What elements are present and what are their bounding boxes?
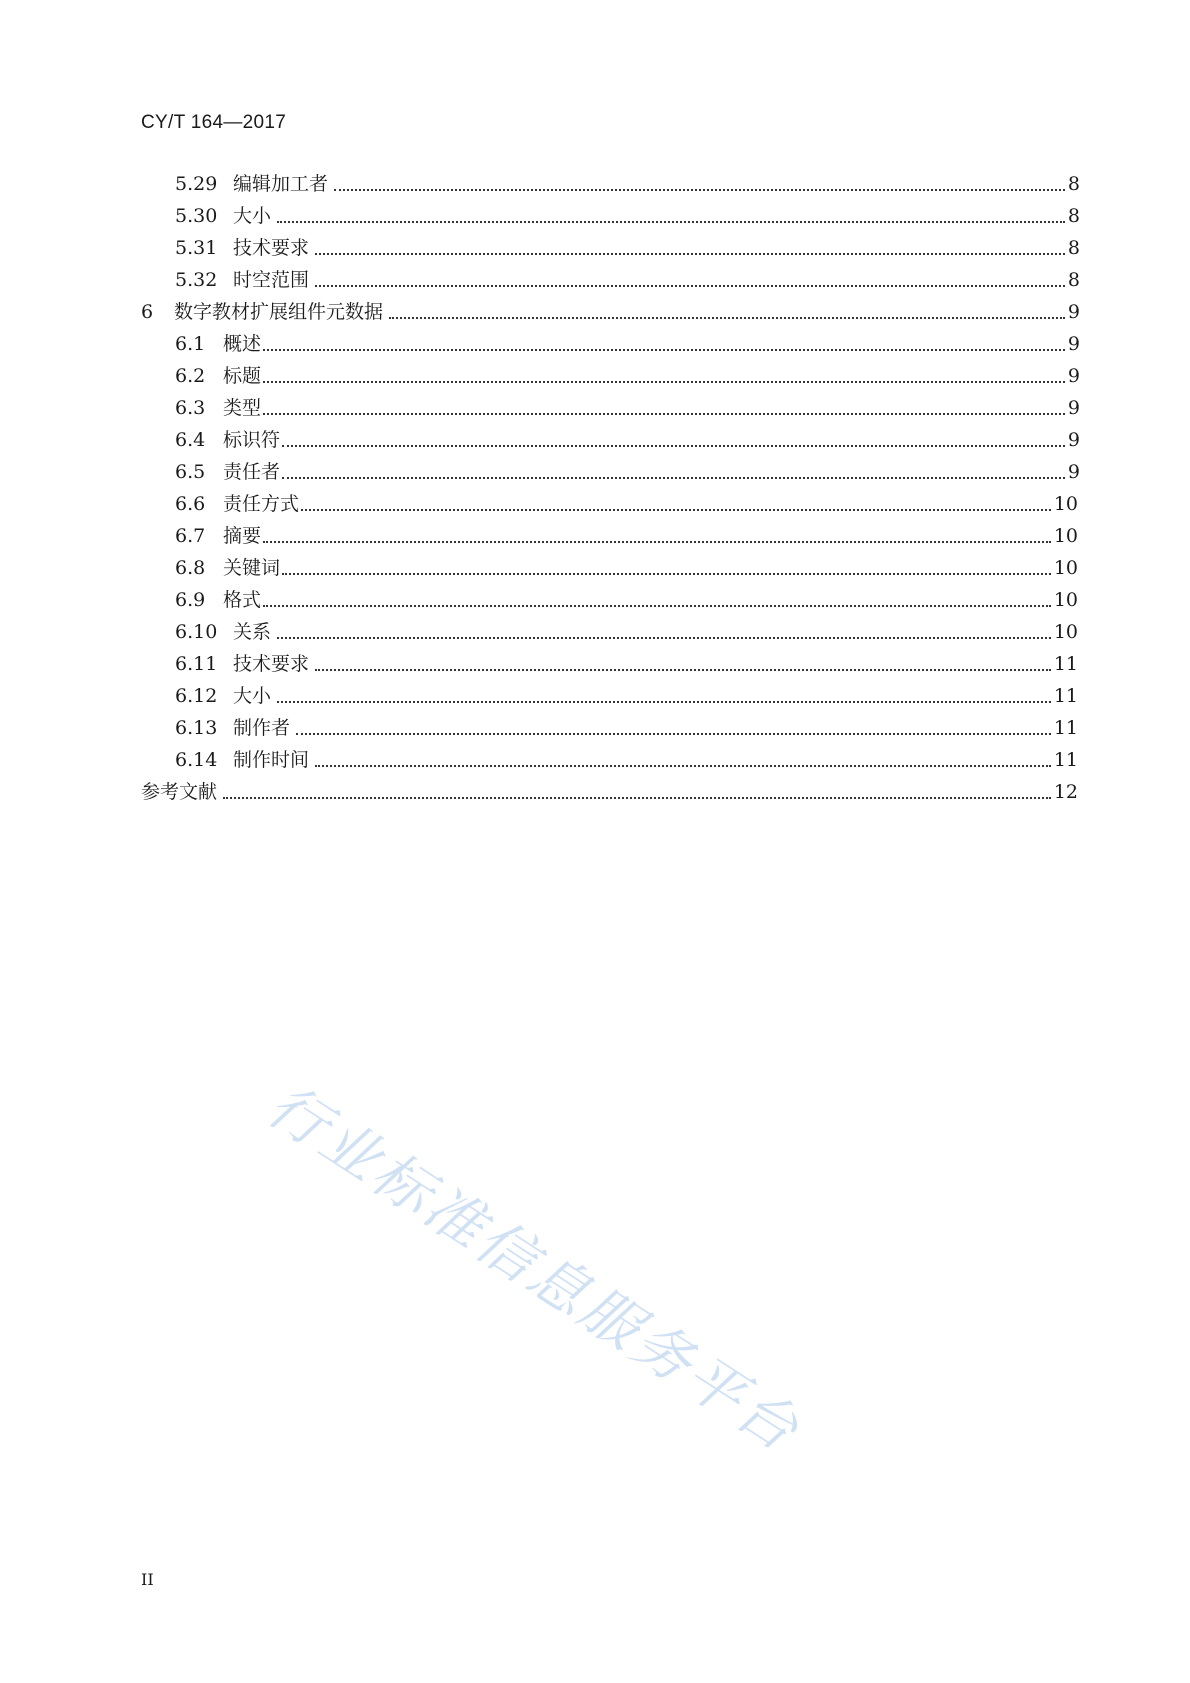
toc-entry[interactable] <box>141 676 1080 708</box>
toc-entry[interactable] <box>141 772 1080 804</box>
toc-entry[interactable] <box>141 548 1080 580</box>
toc-leader-dots <box>315 667 1051 671</box>
toc-entry[interactable] <box>141 740 1080 772</box>
toc-entry-page: 10 <box>1053 621 1078 643</box>
toc-entry-number: 6.10 <box>175 621 218 643</box>
toc-leader-dots <box>263 379 1065 383</box>
toc-entry-number: 6.1 <box>175 333 206 355</box>
toc-entry[interactable] <box>141 228 1080 260</box>
toc-entry-number: 6.5 <box>175 461 206 483</box>
toc-leader-dots <box>263 539 1051 543</box>
toc-entry-page: 10 <box>1053 589 1078 611</box>
toc-entry-page: 8 <box>1067 205 1080 227</box>
toc-entry-page: 10 <box>1053 557 1078 579</box>
toc-entry-number: 6.8 <box>175 557 206 579</box>
toc-entry[interactable] <box>141 196 1080 228</box>
toc-leader-dots <box>277 219 1065 223</box>
toc-entry-title: 责任方式 <box>223 493 300 515</box>
toc-entry-title: 技术要求 <box>233 237 310 259</box>
toc-leader-dots <box>263 603 1051 607</box>
toc-leader-dots <box>315 763 1051 767</box>
toc-entry-title: 关系 <box>233 621 272 643</box>
toc-entry-page: 9 <box>1067 333 1080 355</box>
watermark-text: 行业标准信息服务平台 <box>255 1070 813 1466</box>
toc-entry-page: 11 <box>1053 749 1078 771</box>
toc-entry-title: 制作者 <box>233 717 291 739</box>
toc-entry-page: 8 <box>1067 269 1080 291</box>
toc-entry-page: 12 <box>1053 781 1078 803</box>
toc-entry-page: 9 <box>1067 397 1080 419</box>
toc-entry-title: 概述 <box>223 333 262 355</box>
toc-entry-title: 技术要求 <box>233 653 310 675</box>
toc-entry[interactable] <box>141 708 1080 740</box>
toc-entry-number: 6.6 <box>175 493 206 515</box>
toc-leader-dots <box>263 347 1065 351</box>
toc-entry-number: 6.13 <box>175 717 218 739</box>
toc-entry-title: 标题 <box>223 365 262 387</box>
toc-entry-title: 数字教材扩展组件元数据 <box>174 301 384 323</box>
toc-entry-number: 6.9 <box>175 589 206 611</box>
toc-entry-number: 5.29 <box>175 173 218 195</box>
toc-entry-title: 摘要 <box>223 525 262 547</box>
toc-entry[interactable] <box>141 484 1080 516</box>
toc-leader-dots <box>282 571 1051 575</box>
toc-entry-page: 8 <box>1067 237 1080 259</box>
toc-entry[interactable] <box>141 164 1080 196</box>
toc-entry[interactable] <box>141 260 1080 292</box>
page-number: II <box>141 1570 154 1589</box>
toc-entry-title: 格式 <box>223 589 262 611</box>
toc-entry-page: 11 <box>1053 653 1078 675</box>
toc-entry-number: 5.32 <box>175 269 218 291</box>
toc-entry-number: 6.7 <box>175 525 206 547</box>
toc-entry[interactable] <box>141 452 1080 484</box>
toc-entry-number: 6.11 <box>175 653 218 675</box>
toc-leader-dots <box>263 411 1065 415</box>
toc-entry-number: 5.31 <box>175 237 218 259</box>
toc-entry-number: 6.4 <box>175 429 206 451</box>
toc-leader-dots <box>334 187 1065 191</box>
toc-entry-page: 11 <box>1053 685 1078 707</box>
toc-entry-number: 5.30 <box>175 205 218 227</box>
toc-entry-title: 大小 <box>233 685 272 707</box>
toc-entry-number: 6.12 <box>175 685 218 707</box>
toc-entry[interactable] <box>141 388 1080 420</box>
toc-entry-title: 制作时间 <box>233 749 310 771</box>
toc-leader-dots <box>315 251 1065 255</box>
table-of-contents <box>141 164 1080 804</box>
toc-entry-number: 6.2 <box>175 365 206 387</box>
toc-leader-dots <box>296 731 1051 735</box>
toc-entry[interactable] <box>141 516 1080 548</box>
toc-entry-page: 10 <box>1053 493 1078 515</box>
toc-entry-page: 10 <box>1053 525 1078 547</box>
toc-entry-number: 6.14 <box>175 749 218 771</box>
toc-entry-title: 关键词 <box>223 557 281 579</box>
toc-leader-dots <box>282 475 1065 479</box>
toc-entry[interactable] <box>141 292 1080 324</box>
toc-entry-page: 8 <box>1067 173 1080 195</box>
toc-entry-title: 责任者 <box>223 461 281 483</box>
toc-entry-page: 11 <box>1053 717 1078 739</box>
toc-entry-page: 9 <box>1067 429 1080 451</box>
toc-entry-title: 类型 <box>223 397 262 419</box>
toc-leader-dots <box>389 315 1065 319</box>
toc-entry-number: 6.3 <box>175 397 206 419</box>
toc-entry[interactable] <box>141 324 1080 356</box>
toc-leader-dots <box>315 283 1065 287</box>
toc-entry[interactable] <box>141 612 1080 644</box>
toc-entry-page: 9 <box>1067 365 1080 387</box>
toc-entry[interactable] <box>141 356 1080 388</box>
toc-entry-title: 大小 <box>233 205 272 227</box>
toc-entry-title: 编辑加工者 <box>233 173 329 195</box>
toc-entry-page: 9 <box>1067 461 1080 483</box>
document-code: CY/T 164—2017 <box>141 112 287 133</box>
toc-entry-title: 时空范围 <box>233 269 310 291</box>
toc-leader-dots <box>301 507 1051 511</box>
toc-entry-title: 参考文献 <box>141 781 218 803</box>
toc-leader-dots <box>277 635 1051 639</box>
toc-entry[interactable] <box>141 580 1080 612</box>
toc-entry[interactable] <box>141 420 1080 452</box>
toc-entry-page: 9 <box>1067 301 1080 323</box>
toc-entry-title: 标识符 <box>223 429 281 451</box>
toc-entry-number: 6 <box>141 301 154 323</box>
toc-entry[interactable] <box>141 644 1080 676</box>
toc-leader-dots <box>223 795 1051 799</box>
toc-leader-dots <box>277 699 1051 703</box>
toc-leader-dots <box>282 443 1065 447</box>
